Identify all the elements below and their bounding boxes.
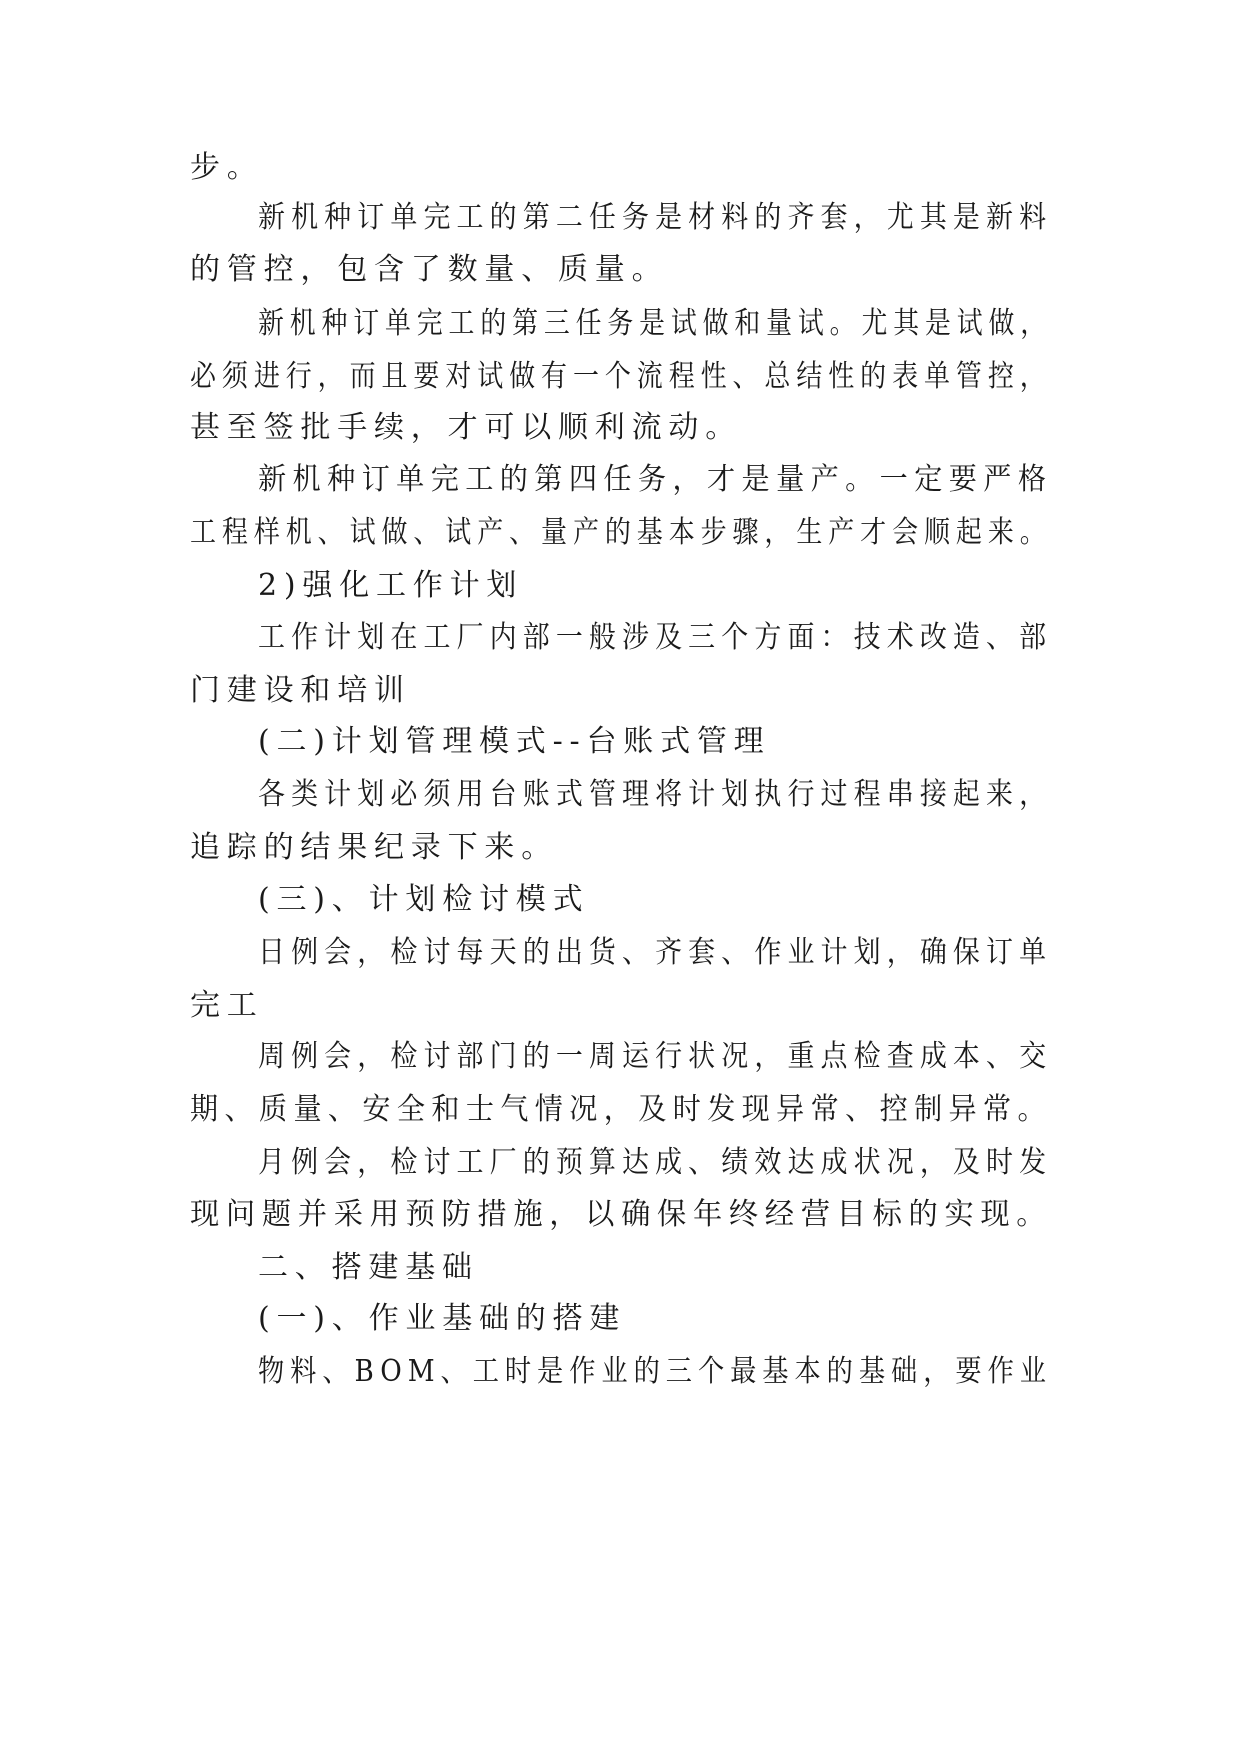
text-line-21: 现问题并采用预防措施，以确保年终经营目标的实现。 [190, 1197, 1053, 1232]
text-line-15: (三)、计划检讨模式 [258, 882, 590, 917]
text-line-9: 2)强化工作计划 [258, 568, 524, 603]
text-line-22: 二、搭建基础 [258, 1250, 479, 1285]
text-line-24: 物料、BOM、工时是作业的三个最基本的基础，要作业 [258, 1354, 1052, 1389]
text-line-7: 新机种订单完工的第四任务，才是量产。一定要严格 [258, 462, 1053, 497]
text-line-20: 月例会，检讨工厂的预算达成、绩效达成状况，及时发 [258, 1145, 1053, 1180]
text-line-10: 工作计划在工厂内部一般涉及三个方面：技术改造、部 [258, 620, 1053, 655]
text-line-1: 步。 [190, 150, 264, 185]
text-line-6: 甚至签批手续，才可以顺利流动。 [190, 410, 742, 445]
text-line-18: 周例会，检讨部门的一周运行状况，重点检查成本、交 [258, 1039, 1053, 1074]
text-line-14: 追踪的结果纪录下来。 [190, 830, 558, 865]
text-line-3: 的管控，包含了数量、质量。 [190, 252, 669, 287]
text-line-8: 工程样机、试做、试产、量产的基本步骤，生产才会顺起来。 [190, 515, 1052, 550]
text-line-23: (一)、作业基础的搭建 [258, 1301, 627, 1336]
text-line-16: 日例会，检讨每天的出货、齐套、作业计划，确保订单 [258, 935, 1053, 970]
text-line-17: 完工 [190, 988, 264, 1023]
text-line-4: 新机种订单完工的第三任务是试做和量试。尤其是试做， [258, 306, 1052, 341]
text-line-2: 新机种订单完工的第二任务是材料的齐套，尤其是新料 [258, 200, 1053, 235]
text-line-19: 期、质量、安全和士气情况，及时发现异常、控制异常。 [190, 1092, 1052, 1127]
text-line-12: (二)计划管理模式--台账式管理 [258, 724, 771, 759]
text-line-11: 门建设和培训 [190, 673, 411, 708]
text-line-13: 各类计划必须用台账式管理将计划执行过程串接起来， [258, 777, 1053, 812]
text-line-5: 必须进行，而且要对试做有一个流程性、总结性的表单管控， [190, 359, 1052, 394]
